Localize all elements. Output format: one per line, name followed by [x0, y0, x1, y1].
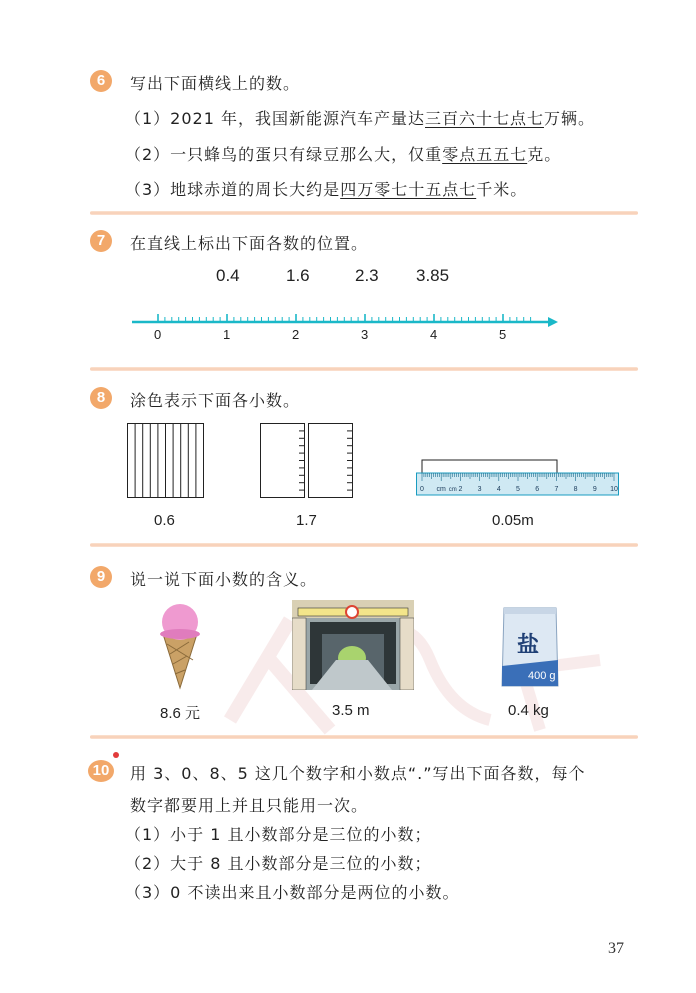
ruler-number: 10: [610, 486, 618, 493]
ruler-unit: cm: [448, 487, 457, 493]
q6-item-1-underlined: 三百六十七点七: [425, 109, 545, 128]
q8-label: 1.7: [296, 512, 317, 529]
question-7-badge: 7: [90, 230, 112, 252]
q6-item-2-underlined: 零点五五七: [442, 145, 528, 164]
tunnel-icon: [292, 600, 414, 690]
page-number: 37: [608, 940, 624, 957]
question-10-prompt-line2: 数字都要用上并且只能用一次。: [130, 796, 369, 815]
value-label: 1.6: [286, 266, 310, 285]
ruler-number: 2: [458, 486, 463, 493]
question-10-badge: 10: [88, 760, 114, 782]
watermark: [210, 600, 630, 740]
measure-bar[interactable]: [422, 460, 557, 473]
ruler-number: 9: [592, 486, 597, 493]
ruler-number: 7: [554, 486, 559, 493]
q6-item-1: （1）2021 年，我国新能源汽车产量达三百六十七点七万辆。: [125, 109, 596, 128]
ruler-number: 4: [496, 486, 501, 493]
number-line[interactable]: [128, 308, 560, 330]
question-6-prompt: 写出下面横线上的数。: [130, 74, 301, 93]
ruler-number: 3: [477, 486, 482, 493]
q10-item-2: （2）大于 8 且小数部分是三位的小数；: [125, 854, 432, 873]
tick-label: 3: [361, 327, 369, 342]
q9-label: 8.6 元: [160, 705, 201, 722]
separator: [90, 543, 638, 547]
value-label: 2.3: [355, 266, 379, 285]
q10-item-1: （1）小于 1 且小数部分是三位的小数；: [125, 825, 432, 844]
whole-square-right[interactable]: [308, 423, 354, 499]
tick-label: 2: [292, 327, 300, 342]
question-8-badge: 8: [90, 387, 112, 409]
star-dot: [113, 752, 119, 758]
ruler-number: 6: [535, 486, 540, 493]
q6-item-3-underlined: 四万零七十五点七: [340, 180, 477, 199]
ruler-number: 0: [420, 486, 424, 493]
q6-item-3: （3）地球赤道的周长大约是四万零七十五点七千米。: [125, 180, 528, 199]
tick-label: 5: [499, 327, 507, 342]
q9-label: 3.5 m: [332, 702, 370, 719]
whole-square-left[interactable]: [260, 423, 306, 499]
separator: [90, 735, 638, 739]
arrow-right-icon: [548, 317, 558, 327]
q8-label: 0.6: [154, 512, 175, 529]
tick-label: 0: [154, 327, 162, 342]
separator: [90, 367, 638, 371]
question-10-prompt-line1: 用 3、0、8、5 这几个数字和小数点“.”写出下面各数，每个: [130, 764, 586, 783]
tenths-square[interactable]: [127, 423, 205, 499]
tick-label: 1: [223, 327, 231, 342]
q6-item-2: （2）一只蜂鸟的蛋只有绿豆那么大，仅重零点五五七克。: [125, 145, 562, 164]
ice-cream-icon: [155, 600, 205, 692]
salt-label: 盐: [517, 633, 540, 658]
ruler-number: 8: [573, 486, 578, 493]
salt-weight: 400 g: [528, 670, 556, 682]
question-6-badge: 6: [90, 70, 112, 92]
question-8-prompt: 涂色表示下面各小数。: [130, 391, 301, 410]
question-9-badge: 9: [90, 566, 112, 588]
value-label: 0.4: [216, 266, 240, 285]
separator: [90, 211, 638, 215]
ruler-number: cm: [436, 486, 446, 493]
q10-item-3: （3）0 不读出来且小数部分是两位的小数。: [125, 883, 460, 902]
ruler[interactable]: [416, 458, 620, 498]
q8-label: 0.05m: [492, 512, 534, 529]
value-label: 3.85: [416, 266, 450, 285]
tick-label: 4: [430, 327, 438, 342]
question-7-prompt: 在直线上标出下面各数的位置。: [130, 234, 369, 253]
q9-label: 0.4 kg: [508, 702, 549, 719]
ruler-number: 5: [516, 486, 520, 493]
question-9-prompt: 说一说下面小数的含义。: [130, 570, 318, 589]
